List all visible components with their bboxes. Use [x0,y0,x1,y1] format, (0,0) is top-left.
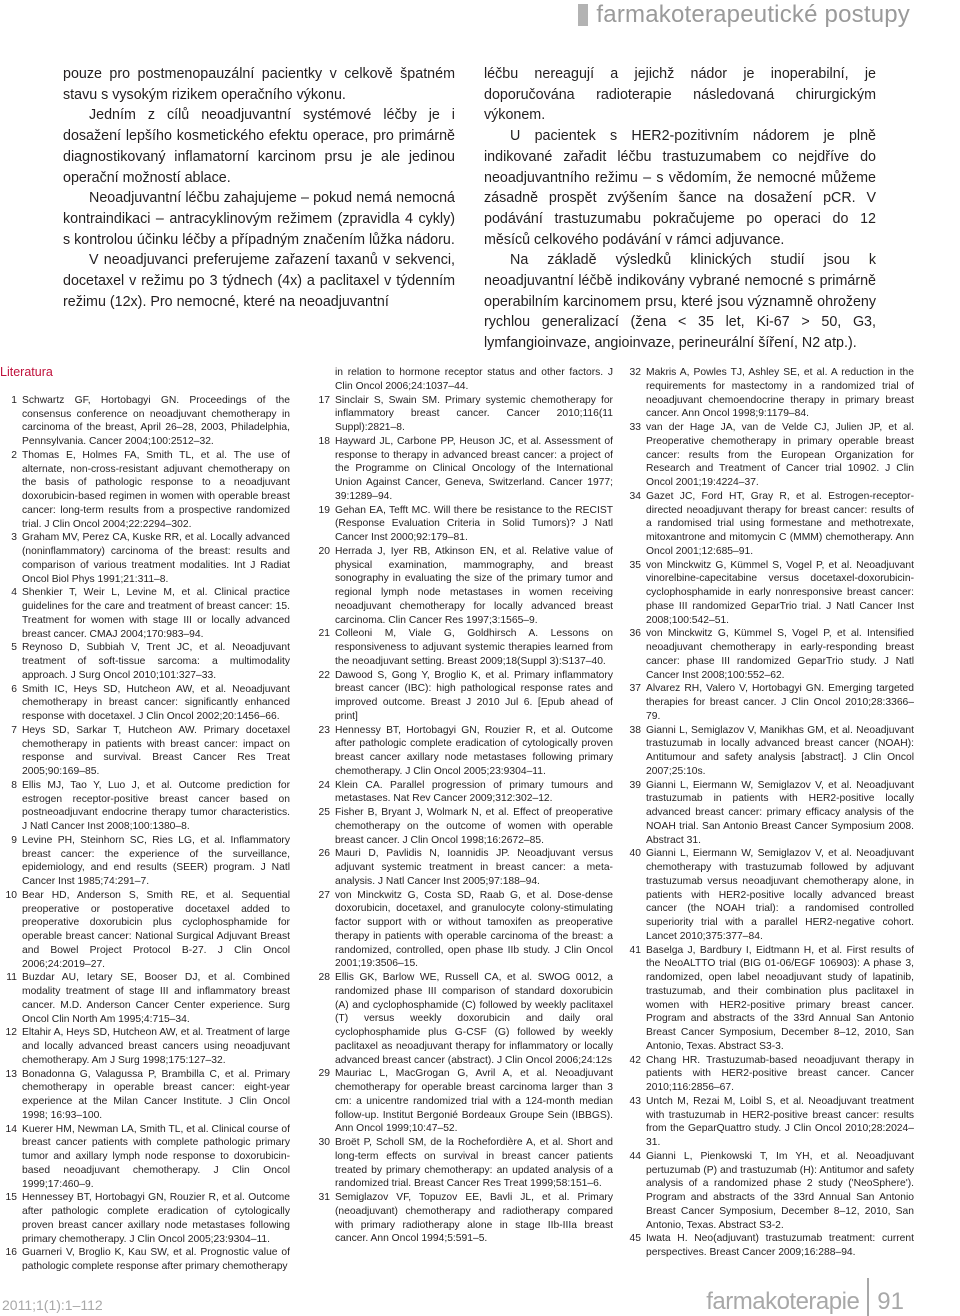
reference-item [624,847,914,943]
reference-number: 37 [629,683,641,695]
reference-text: Fisher B, Bryant J, Wolmark N, et al. Effect of preoperative chemotherapy on the outcome of women with operable breast cancer. J Clin Oncol 1998;16:2672–85. [335,807,613,846]
reference-item [0,531,290,586]
reference-item [313,627,613,668]
journal-brand: farmakoterapie [706,1288,860,1315]
reference-number: 30 [318,1137,330,1148]
reference-item [313,889,613,972]
reference-text: Smith IC, Heys SD, Hutcheon AW, et al. Neoadjuvant chemotherapy in breast cancer: significantly enhanced response with docetaxel. J Clin Oncol 2002;20:1456–66. [22,683,290,722]
reference-number: 7 [11,724,17,736]
reference-item [0,834,290,889]
footer-branding [706,1276,904,1316]
reference-number: 28 [318,972,330,983]
reference-item [0,1246,290,1274]
reference-text: Makris A, Powles TJ, Ashley SE, et al. A reduction in the requirements for mastectomy in a randomized trial of neoadjuvant chemoendocrine therapy in primary breast cancer. Ann Oncol 1998;9:1179–84. [646,367,914,420]
reference-item [0,683,290,724]
reference-text: Alvarez RH, Valero V, Hortobagyi GN. Emerging targeted therapies for breast cancer. J Clin Oncol 2010;28:3366–79. [646,683,914,722]
reference-text: Mauri D, Pavlidis N, Ioannidis JP. Neoadjuvant versus adjuvant systemic treatment in breast cancer: a meta-analysis. J Natl Cancer Inst 2005;97:188–94. [335,848,613,887]
reference-item [313,779,613,807]
reference-item [0,889,290,972]
reference-text: Heys SD, Sarkar T, Hutcheon AW. Primary docetaxel chemotherapy in patients with breast cancer: impact on response and survival. Breast Cancer Res Treat 2005;90:169–85. [22,724,290,777]
reference-item [313,1067,613,1136]
reference-item [313,669,613,724]
reference-text: van der Hage JA, van de Velde CJ, Julien JP, et al. Preoperative chemotherapy in primary operable breast cancer: results from the European Organization for Research and Treatment of Cancer trial 10902. J Clin Oncol 2001;19:4224–37. [646,422,914,488]
reference-number: 17 [318,394,330,406]
reference-item [313,394,613,435]
reference-text: Semiglazov VF, Topuzov EE, Bavli JL, et al. Primary (neoadjuvant) chemotherapy and radiotherapy compared with primary radiotherapy alone in stage IIb-IIIa breast cancer. Ann Oncol 1994;5:591–5. [335,1192,613,1245]
references-column-3 [624,366,914,1260]
reference-item [0,586,290,641]
reference-text: Sinclair S, Swain SM. Primary systemic chemotherapy for inflammatory breast cancer. Cancer 2010;116(11 Suppl):2821–8. [335,394,613,433]
reference-text: Ellis GK, Barlow WE, Russell CA, et al. SWOG 0012, a randomized phase III comparison of standard doxorubicin (A) and cyclophosphamide (C) followed by weekly paclitaxel (T) versus weekly doxorubicin and daily oral cyclophosphamide plus G-CSF (G) followed by weekly paclitaxel as neoadjuvant therapy for inflammatory or locally advanced breast cancer (abstract). J Clin Oncol 2006;24:12s [335,972,613,1066]
reference-item [313,847,613,888]
reference-item [0,724,290,779]
reference-text: Thomas E, Holmes FA, Smith TL, et al. The use of alternate, non-cross-resistant adjuvant chemotherapy on the basis of pathologic response to a neoadjuvant doxorubicin-based regimen in women with operable breast cancer: long-term results from a prospective randomized trial. J Clin Oncol 2004;22:2294–302. [22,449,290,530]
reference-item [624,779,914,848]
reference-item [313,806,613,847]
body-column-left [63,64,455,312]
reference-text: Graham MV, Perez CA, Kuske RR, et al. Locally advanced (noninflammatory) carcinoma of the breast: results and comparison of various treatment modalities. Int J Radiat Oncol Biol Phys 1991;21:311–8. [22,532,290,585]
reference-text: Dawood S, Gong Y, Broglio K, et al. Primary inflammatory breast cancer (IBC): high pathological response rates and improved outcome. Breast J 2010 Jul 6. [Epub ahead of print] [335,669,613,722]
reference-text: Gazet JC, Ford HT, Gray R, et al. Estrogen-receptor-directed neoadjuvant therapy for breast cancer: results of a randomised trial using formestane and methotrexate, mitoxantrone and mitomycin C (MMM) chemotherapy. Ann Oncol 2001;12:685–91. [646,490,914,557]
reference-text: Gianni L, Semiglazov V, Manikhas GM, et al. Neoadjuvant trastuzumab in locally advanced breast cancer (NOAH): Antitumour and safety analysis [abstract]. J Clin Oncol 2007;25:10s. [646,724,914,777]
reference-item [0,1123,290,1192]
reference-text: Hennessy BT, Hortobagyi GN, Rouzier R, et al. Outcome after pathologic complete eradication of cytologically proven breast cancer axillary node metastases following primary chemotherapy. J Clin Oncol 2005;23:9304–11. [335,724,613,777]
reference-item [0,394,290,449]
reference-number: 26 [318,848,330,860]
reference-text: Untch M, Rezai M, Loibl S, et al. Neoadjuvant treatment with trastuzumab in HER2-positive breast cancer: results from the GeparQuattro study. J Clin Oncol 2010;28:2024–31. [646,1095,914,1148]
reference-text: Iwata H. Neo(adjuvant) trastuzumab treatment: current perspectives. Breast Cancer 2009;16:288–94. [646,1233,914,1258]
reference-item [313,724,613,779]
reference-number: 3 [11,532,17,544]
reference-text: in relation to hormone receptor status and other factors. J Clin Oncol 2006;24:1037–44. [335,367,613,392]
reference-item [313,1191,613,1246]
reference-number [313,366,335,394]
reference-item [313,971,613,1067]
reference-item [624,682,914,723]
reference-number: 40 [629,848,641,860]
reference-item [624,1150,914,1233]
reference-text: Eltahir A, Heys SD, Hutcheon AW, et al. Treatment of large and locally advanced breast cancers using neoadjuvant chemotherapy. Am J Surg 1998;175:127–32. [22,1027,290,1066]
reference-number: 11 [6,972,17,984]
reference-item [0,779,290,834]
reference-item [624,421,914,490]
reference-item [624,1232,914,1260]
reference-text: Gehan EA, Tefft MC. Will there be resistance to the RECIST (Response Evaluation Criteria in Solid Tumors)? J Natl Cancer Inst 2000;92:179–81. [335,504,613,543]
reference-number: 44 [629,1150,641,1162]
reference-item [0,641,290,682]
reference-number: 18 [318,435,330,447]
footer-divider [867,1278,869,1316]
reference-text: Guarneri V, Broglio K, Kau SW, et al. Prognostic value of pathologic complete response after primary chemotherapy [22,1247,290,1272]
references-heading: Literatura [0,365,53,379]
reference-number: 8 [11,779,17,791]
reference-text: Buzdar AU, Ietary SE, Booser DJ, et al. Combined modality treatment of stage III and inflammatory breast cancer. M.D. Anderson Cancer Center experience. Surg Oncol Clin North Am 1995;4:715–34. [22,972,290,1025]
body-paragraph: U pacientek s HER2-pozitivním nádorem je plně indikované zařadit léčbu trastuzumabem co nejdříve do neoadjuvantního režimu – s vědomím, že nemocné můžeme zásadně prospět zvýšením šance na dosažení pCR. V podávání trastuzumabu pokračujeme po operaci do 12 měsíců celkového podávání v rámci adjuvance. [484,128,876,248]
reference-text: Hayward JL, Carbone PP, Heuson JC, et al. Assessment of response to therapy in advanced breast cancer: a project of the Programme on Clinical Oncology of the International Union Against Cancer, Geneva, Switzerland. Cancer 1977; 39:1289–94. [335,435,613,502]
reference-text: Gianni L, Eiermann W, Semiglazov V, et al. Neoadjuvant chemotherapy with trastuzumab followed by adjuvant trastuzumab versus neoadjuvant chemotherapy alone, in patients with HER2-positive locally advanced breast cancer (the NOAH trial): a randomised controlled superiority trial with a parallel HER2-negative cohort. Lancet 2010;375:377–84. [646,848,914,942]
reference-number: 43 [629,1095,641,1107]
reference-number: 16 [5,1247,17,1259]
reference-number: 25 [318,807,330,818]
reference-item [624,1095,914,1150]
body-paragraph: Jedním z cílů neoadjuvantní systémové léčby je i dosažení lepšího kosmetického efektu operace, pro primárně diagnostikovaný inflamatorní karcinom prsu je ale jedinou operační možností ablace. [63,107,455,186]
reference-item [624,627,914,682]
reference-item [624,1054,914,1095]
reference-text: Klein CA. Parallel progression of primary tumours and metastases. Nat Rev Cancer 2009;312:302–12. [335,779,613,805]
reference-text: Shenkier T, Weir L, Levine M, et al. Clinical practice guidelines for the care and treatment of breast cancer: 15. Treatment for women with stage III or locally advanced breast cancer. CMAJ 2004;170:983–94. [22,587,290,640]
reference-number: 20 [318,545,330,557]
reference-number: 19 [318,504,330,516]
reference-item [0,1191,290,1246]
reference-item [313,504,613,545]
reference-item [313,366,613,394]
reference-text: von Minckwitz G, Kümmel S, Vogel P, et al. Neoadjuvant vinorelbine-capecitabine versus docetaxel-doxorubicin-cyclophosphamide in early nonresponsive breast cancer: phase III randomized GeparTrio trial. J Natl Cancer Inst 2008;100:542–51. [646,559,914,626]
reference-text: Chang HR. Trastuzumab-based neoadjuvant therapy in patients with HER2-positive breast cancer. Cancer 2010;116:2856–67. [646,1054,914,1093]
page-number: 91 [877,1288,904,1315]
reference-item [313,1136,613,1191]
reference-text: Mauriac L, MacGrogan G, Avril A, et al. Neoadjuvant chemotherapy for operable breast carcinoma larger than 3 cm: a unicentre randomized trial with a 124-month median follow-up. Institut Bergonié Bordeaux Groupe Sein (IBBGS). Ann Oncol 1999;10:47–52. [335,1068,613,1135]
reference-number: 29 [318,1068,330,1080]
reference-item [624,366,914,421]
section-title: farmakoterapeutické postupy [596,1,910,28]
reference-text: Bonadonna G, Valagussa P, Brambilla C, et al. Primary chemotherapy in operable breast cancer: eight-year experience at the Milan Cancer Institute. J Clin Oncol 1998; 16:93–100. [22,1068,290,1121]
reference-item [0,971,290,1026]
reference-number: 23 [318,724,330,736]
reference-text: Bear HD, Anderson S, Smith RE, et al. Sequential preoperative or postoperative docetaxel added to preoperative doxorubicin plus cyclophosphamide for operable breast cancer: National Surgical Adjuvant Breast and Bowel Project Protocol B-27. J Clin Oncol 2006;24:2019–27. [22,889,290,970]
reference-item [624,724,914,779]
reference-number: 27 [318,889,330,901]
reference-item [313,545,613,628]
reference-number: 31 [318,1192,330,1203]
references-column-2 [313,366,613,1246]
reference-item [0,1068,290,1123]
reference-text: Kuerer HM, Newman LA, Smith TL, et al. Clinical course of breast cancer patients with complete pathologic primary tumor and axillary lymph node response to doxorubicin-based neoadjuvant chemotherapy. J Clin Oncol 1999;17:460–9. [22,1123,290,1190]
reference-text: Broët P, Scholl SM, de la Rochefordière A, et al. Short and long-term effects on survival in breast cancer patients treated by primary chemotherapy: an updated analysis of a randomized trial. Breast Cancer Res Treat 1999;58:151–6. [335,1137,613,1190]
reference-number: 5 [11,642,17,654]
body-paragraph: Na základě výsledků klinických studií jsou k neoadjuvantní léčbě indikovány vybrané nemocné s primárně operabilním karcinomem prsu, které jsou významně ohroženy rychlou generalizací (žena < 35 let, Ki-67 > 50, G3, lymfangioinvaze, angioinvaze, perineurální šíření, N2 atp.). [484,252,876,352]
reference-item [313,435,613,504]
reference-number: 45 [629,1233,641,1245]
reference-number: 22 [318,669,330,681]
body-column-right [484,64,876,354]
body-paragraph: pouze pro postmenopauzální pacientky v celkově špatném stavu s vysokým rizikem operačního výkonu. [63,66,455,103]
body-paragraph: léčbu nereagují a jejichž nádor je inoperabilní, je doporučována radioterapie následovaná chirurgickým výkonem. [484,66,876,124]
reference-number: 39 [629,779,641,791]
header-bar-decoration [578,4,588,26]
reference-number: 21 [318,628,330,640]
reference-number: 1 [11,394,17,406]
reference-number: 9 [11,834,17,846]
running-header [578,0,910,30]
reference-text: von Minckwitz G, Kümmel S, Vogel P, et al. Intensified neoadjuvant chemotherapy in early-responding breast cancer: phase III randomized GeparTrio study. J Natl Cancer Inst 2008;100:552–62. [646,628,914,681]
reference-item [624,490,914,559]
reference-number: 2 [11,449,17,461]
reference-number: 33 [629,422,641,433]
reference-number: 36 [629,628,641,640]
reference-item [0,449,290,532]
reference-text: Gianni L, Eiermann W, Semiglazov V, et al. Neoadjuvant trastuzumab in patients with HER2-positive locally advanced breast cancer: primary efficacy analysis of the NOAH trial. San Antonio Breast Cancer Symposium 2008. Abstract 31. [646,779,914,846]
reference-text: Gianni L, Pienkowski T, Im YH, et al. Neoadjuvant pertuzumab (P) and trastuzumab (H): Antitumor and safety analysis of a randomized phase 2 study ('NeoSphere'). Program and abstracts of the 33rd Annual San Antonio Breast Cancer Symposium, December 8–12, 2010, San Antonio, Texas. Abstract S3-2. [646,1150,914,1231]
reference-text: Reynoso D, Subbiah V, Trent JC, et al. Neoadjuvant treatment of soft-tissue sarcoma: a multimodality approach. J Surg Oncol 2010;101:327–33. [22,642,290,681]
reference-text: Hennessey BT, Hortobagyi GN, Rouzier R, et al. Outcome after pathologic complete eradication of cytologically proven breast cancer axillary node metastases following primary chemotherapy. J Clin Oncol 2005;23:9304–11. [22,1192,290,1245]
reference-number: 6 [11,683,17,695]
issue-info: 2011;1(1):1–112 [2,1297,103,1313]
reference-number: 13 [5,1068,17,1080]
reference-number: 38 [629,724,641,736]
body-paragraph: V neoadjuvanci preferujeme zařazení taxanů v sekvenci, docetaxel v režimu po 3 týdnech (4x) a paclitaxel v týdenním režimu (12x). Pro nemocné, které na neoadjuvantní [63,252,455,310]
reference-number: 41 [629,944,641,956]
reference-text: Ellis MJ, Tao Y, Luo J, et al. Outcome prediction for estrogen receptor-positive breast cancer based on postneoadjuvant endocrine therapy tumor characteristics. J Natl Cancer Inst 2008;100:1380–8. [22,779,290,832]
reference-item [624,559,914,628]
reference-text: Colleoni M, Viale G, Goldhirsch A. Lessons on responsiveness to adjuvant systemic therapies learned from the neoadjuvant setting. Breast 2009;18(Suppl 3):S137–40. [335,628,613,667]
reference-number: 12 [5,1027,17,1039]
reference-text: von Minckwitz G, Costa SD, Raab G, et al. Dose-dense doxorubicin, docetaxel, and granulocyte colony-stimulating factor support with or without tamoxifen as preoperative therapy in patients with operable carcinoma of the breast: a randomized, controlled, open phase IIb study. J Clin Oncol 2001;19:3506–15. [335,889,613,970]
reference-number: 24 [318,779,330,791]
reference-text: Herrada J, Iyer RB, Atkinson EN, et al. Relative value of physical examination, mammography, and breast sonography in evaluating the size of the primary tumor and regional lymph node metastases in women receiving neoadjuvant chemotherapy for locally advanced breast carcinoma. Clin Cancer Res 1997;3:1565–9. [335,545,613,626]
reference-number: 14 [5,1123,17,1135]
reference-number: 42 [629,1054,641,1066]
reference-list [0,394,290,1274]
reference-number: 4 [11,587,17,599]
reference-text: Schwartz GF, Hortobagyi GN. Proceedings of the consensus conference on neoadjuvant chemotherapy in carcinoma of the breast, April 26–28, 2003, Philadelphia, Pennsylvania. Cancer 2004;100:2512–32. [22,394,290,447]
reference-number: 15 [5,1192,17,1204]
reference-number: 35 [629,559,641,571]
reference-text: Levine PH, Steinhorn SC, Ries LG, et al. Inflammatory breast cancer: the experience of the surveillance, epidemiology, and end results (SEER) program. J Natl Cancer Inst 1985;74:291–7. [22,834,290,887]
reference-item [0,1026,290,1067]
body-paragraph: Neoadjuvantní léčbu zahajujeme – pokud nemá nemocná kontraindikaci – antracyklinovým režimem (zpravidla 4 cykly) s kontrolou účinku léčby a případným značením lůžka nádoru. [63,190,455,248]
reference-item [624,944,914,1054]
reference-number: 34 [629,490,641,502]
references-column-1 [0,366,290,1274]
reference-number: 10 [5,889,17,901]
reference-number: 32 [629,367,641,378]
reference-text: Baselga J, Bardbury I, Eidtmann H, et al. First results of the NeoALTTO trial (BIG 01-06/EGF 106903): A phase 3, randomized, open label neoadjuvant study of lapatinib, trastuzumab, and their combination plus paclitaxel in women with HER2-positive primary breast cancer. Program and abstracts of the 33rd Annual San Antonio Breast Cancer Symposium, December 8–12, 2010, San Antonio, Texas. Abstract S3-3. [646,944,914,1052]
